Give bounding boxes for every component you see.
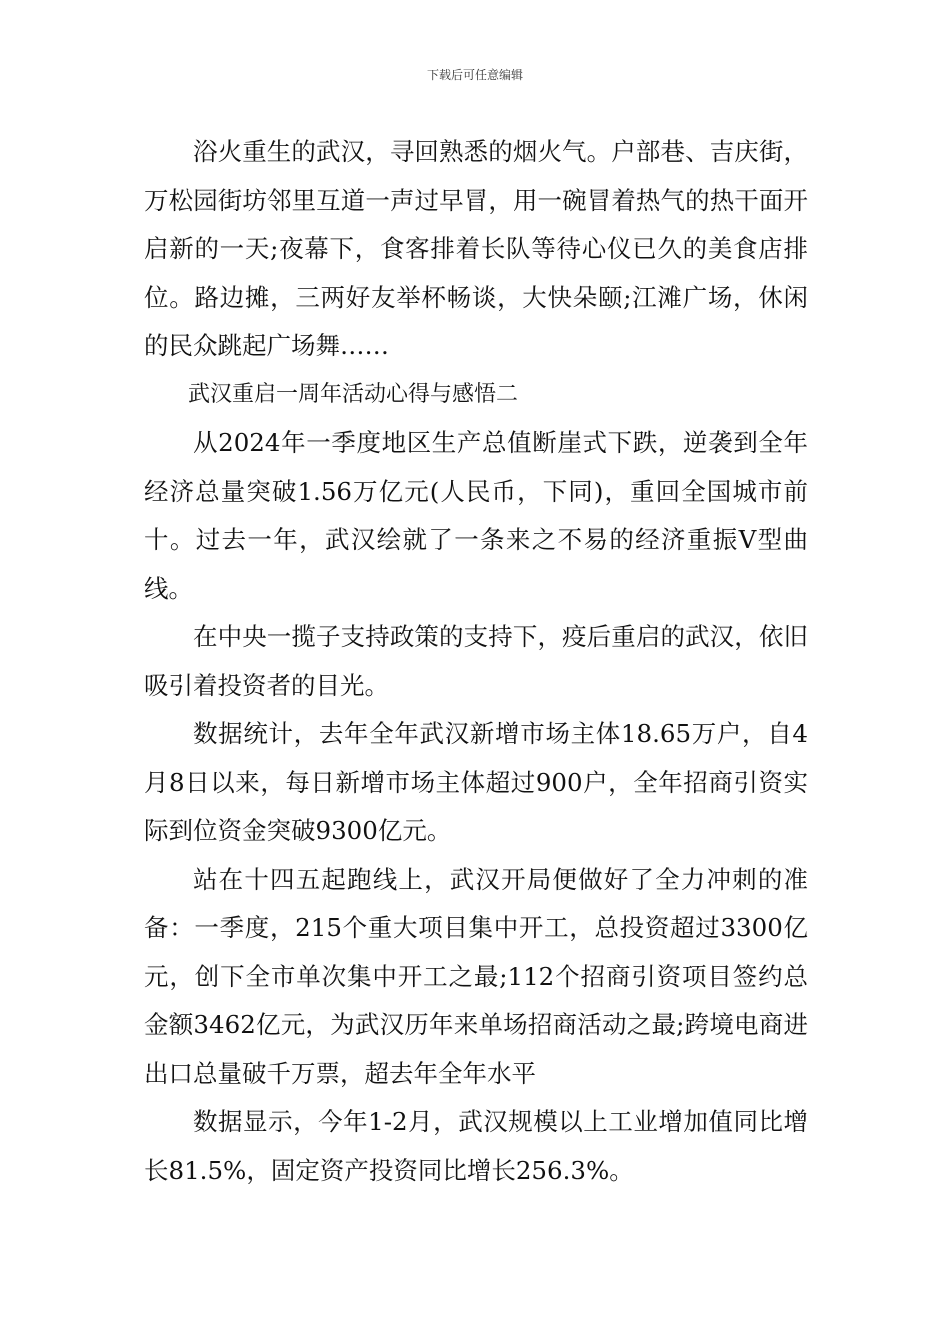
page-header: 下载后可任意编辑 [426,68,523,82]
paragraph-2: 从2024年一季度地区生产总值断崖式下跌，逆袭到全年经济总量突破1.56万亿元(人民币，下同)，重回全国城市前十。过去一年，武汉绘就了一条来之不易的经济重振V型曲线。 [144,428,808,603]
section-heading: 武汉重启一周年活动心得与感悟二 [188,381,519,407]
paragraph-1: 浴火重生的武汉，寻回熟悉的烟火气。户部巷、吉庆街，万松园街坊邻里互道一声过早冒，用一碗冒着热气的热干面开启新的一天;夜幕下，食客排着长队等待心仪已久的美食店排位。路边摊，三两好友举杯畅谈，大快朵颐;江滩广场，休闲的民众跳起广场舞…… [144,137,808,360]
paragraph-4: 数据统计，去年全年武汉新增市场主体18.65万户，自4月8日以来，每日新增市场主体超过900户，全年招商引资实际到位资金突破9300亿元。 [144,719,808,845]
paragraph-6: 数据显示，今年1-2月，武汉规模以上工业增加值同比增长81.5%，固定资产投资同比增长256.3%。 [144,1107,808,1185]
paragraph-5: 站在十四五起跑线上，武汉开局便做好了全力冲刺的准备：一季度，215个重大项目集中开工，总投资超过3300亿元，创下全市单次集中开工之最;112个招商引资项目签约总金额3462亿元，为武汉历年来单场招商活动之最;跨境电商进出口总量破千万票，超去年全年水平 [144,864,808,1088]
document-body [144,128,808,1195]
paragraph-3: 在中央一揽子支持政策的支持下，疫后重启的武汉，依旧吸引着投资者的目光。 [144,622,808,700]
